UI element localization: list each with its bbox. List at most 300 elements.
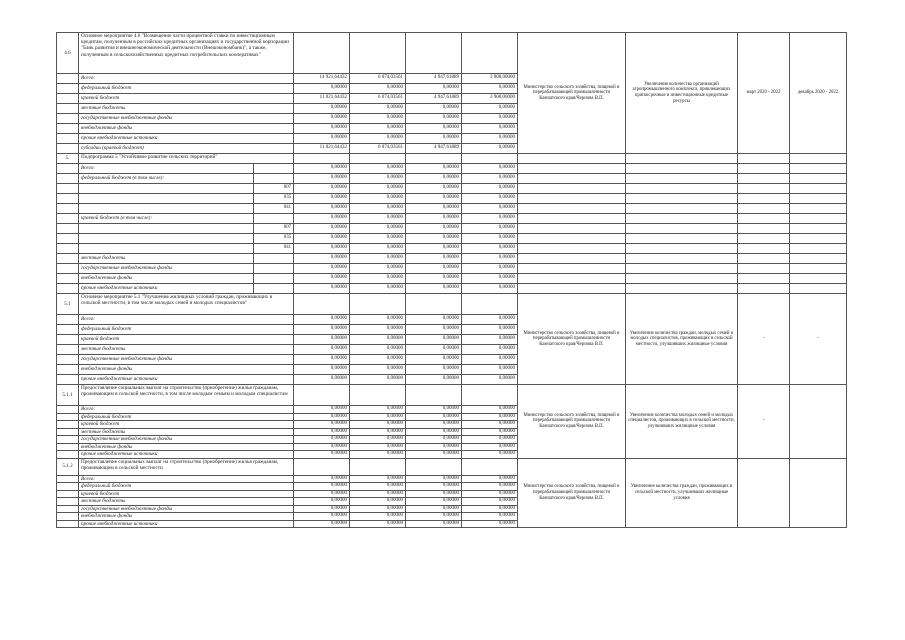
row-number-cell [57, 335, 79, 345]
source-label: внебюджетные фонды [79, 274, 254, 284]
amount-cell: 0,00000 [462, 274, 518, 284]
amount-cell: 0,00000 [462, 284, 518, 294]
empty-cell [626, 154, 738, 164]
empty-cell [738, 284, 790, 294]
amount-cell: 0,00000 [294, 104, 350, 114]
source-label: внебюджетные фонды [79, 124, 294, 134]
amount-cell: 6 074,03561 [350, 144, 406, 154]
section-header-row [57, 154, 847, 164]
responsible-executor: Министерство сельского хозяйства, пищевой и перерабатывающей промышленности Камчатского края/Чернова В.П. [518, 385, 626, 459]
amount-cell: 0,00000 [462, 345, 518, 355]
amount-cell: 0,00000 [406, 214, 462, 224]
end-date [790, 458, 847, 528]
empty-cell [626, 264, 738, 274]
amount-cell: 0,00000 [462, 421, 518, 429]
amount-cell: 0,00000 [406, 443, 462, 451]
section-title: Основное мероприятие 5.1 "Улучшение жилищных условий граждан, проживающих в сельской местности, в том числе молодых семей и молодых специалистов" [79, 294, 294, 315]
amount-cell: 0,00000 [294, 490, 350, 498]
empty-cell [790, 204, 847, 214]
empty-cell [406, 294, 462, 315]
empty-cell [294, 385, 350, 406]
row-number-cell [57, 315, 79, 325]
empty-cell [738, 204, 790, 214]
amount-cell: 0,00000 [350, 124, 406, 134]
source-label: краевой бюджет [79, 335, 294, 345]
amount-cell: 4 947,61889 [406, 94, 462, 104]
plan-table [56, 32, 847, 528]
amount-cell: 0,00000 [294, 84, 350, 94]
row-number-cell [57, 124, 79, 134]
budget-code [254, 174, 294, 184]
amount-cell: 0,00000 [350, 375, 406, 385]
amount-cell: 0,00000 [294, 365, 350, 375]
amount-cell: 0,00000 [294, 174, 350, 184]
section-title: Предоставление социальных выплат на строительство (приобретение) жилья гражданам, проживающим в сельской местности, в том числе молодым семьям и молодым специалистам [79, 385, 294, 406]
section-number: 5. [57, 154, 79, 164]
empty-cell [350, 33, 406, 74]
end-date [790, 385, 847, 459]
empty-cell [790, 184, 847, 194]
amount-cell: 0,00000 [462, 144, 518, 154]
empty-cell [518, 234, 626, 244]
empty-cell [790, 264, 847, 274]
empty-cell [626, 174, 738, 184]
amount-cell: 0,00000 [350, 421, 406, 429]
amount-cell: 4 947,61889 [406, 144, 462, 154]
expected-result: Увеличение количества граждан, молодых семей и молодых специалистов, проживающих в сельской местности, улучшивших жилищные условия [626, 294, 738, 385]
empty-cell [518, 204, 626, 214]
source-label: прочие внебюджетные источники [79, 284, 254, 294]
amount-cell: 0,00000 [350, 325, 406, 335]
section-header-row [57, 294, 847, 315]
empty-cell [518, 164, 626, 174]
row-number-cell [57, 406, 79, 414]
finance-row [57, 204, 847, 214]
row-number-cell [57, 413, 79, 421]
amount-cell: 0,00000 [350, 134, 406, 144]
amount-cell: 11 021,64432 [294, 94, 350, 104]
budget-code [254, 164, 294, 174]
amount-cell: 0,00000 [406, 436, 462, 444]
amount-cell: 0,00000 [294, 335, 350, 345]
row-number-cell [57, 184, 79, 194]
source-label [79, 224, 254, 234]
section-number: 4.6 [57, 33, 79, 74]
empty-cell [626, 284, 738, 294]
amount-cell: 0,00000 [462, 244, 518, 254]
budget-code [254, 284, 294, 294]
row-number-cell [57, 204, 79, 214]
empty-cell [350, 385, 406, 406]
source-label: федеральный бюджет [79, 483, 294, 491]
empty-cell [790, 194, 847, 204]
amount-cell: 0,00000 [294, 254, 350, 264]
source-label: государственные внебюджетные фонды [79, 505, 294, 513]
empty-cell [790, 174, 847, 184]
source-label: краевой бюджет [79, 421, 294, 429]
amount-cell: 0,00000 [350, 194, 406, 204]
empty-cell [294, 154, 350, 164]
row-number-cell [57, 194, 79, 204]
amount-cell: 0,00000 [294, 483, 350, 491]
amount-cell: 0,00000 [350, 164, 406, 174]
empty-cell [350, 294, 406, 315]
source-label: субсидии (краевой бюджет) [79, 144, 294, 154]
source-label [79, 244, 254, 254]
amount-cell: 0,00000 [350, 345, 406, 355]
empty-cell [626, 214, 738, 224]
row-number-cell [57, 134, 79, 144]
source-label: прочие внебюджетные источники [79, 375, 294, 385]
amount-cell: 0,00000 [294, 244, 350, 254]
source-label [79, 194, 254, 204]
row-number-cell [57, 443, 79, 451]
budget-code: 835 [254, 194, 294, 204]
source-label: местные бюджеты [79, 104, 294, 114]
row-number-cell [57, 375, 79, 385]
budget-code: 841 [254, 204, 294, 214]
row-number-cell [57, 505, 79, 513]
amount-cell: 0,00000 [406, 375, 462, 385]
empty-cell [790, 154, 847, 164]
amount-cell: 0,00000 [350, 234, 406, 244]
empty-cell [738, 164, 790, 174]
amount-cell: 0,00000 [406, 345, 462, 355]
row-number-cell [57, 254, 79, 264]
empty-cell [626, 224, 738, 234]
source-label [79, 204, 254, 214]
row-number-cell [57, 436, 79, 444]
amount-cell: 0,00000 [350, 274, 406, 284]
amount-cell: 0,00000 [406, 244, 462, 254]
amount-cell: 0,00000 [462, 214, 518, 224]
empty-cell [626, 204, 738, 214]
empty-cell [462, 385, 518, 406]
empty-cell [790, 254, 847, 264]
row-number-cell [57, 498, 79, 506]
amount-cell: 0,00000 [294, 114, 350, 124]
amount-cell: 0,00000 [294, 505, 350, 513]
source-label: прочие внебюджетные источники [79, 451, 294, 459]
amount-cell: 0,00000 [406, 134, 462, 144]
amount-cell: 0,00000 [462, 114, 518, 124]
budget-code [254, 264, 294, 274]
amount-cell: 0,00000 [406, 204, 462, 214]
empty-cell [626, 234, 738, 244]
empty-cell [462, 154, 518, 164]
amount-cell: 3 900,00000 [462, 74, 518, 84]
amount-cell: 0,00000 [406, 355, 462, 365]
amount-cell: 0,00000 [350, 284, 406, 294]
source-label: Всего: [79, 475, 294, 483]
amount-cell: 0,00000 [406, 164, 462, 174]
empty-cell [518, 224, 626, 234]
amount-cell: 0,00000 [462, 520, 518, 528]
amount-cell: 0,00000 [462, 224, 518, 234]
amount-cell: 0,00000 [294, 134, 350, 144]
start-date: - [738, 385, 790, 459]
amount-cell: 0,00000 [406, 114, 462, 124]
amount-cell: 4 947,61889 [406, 74, 462, 84]
row-number-cell [57, 264, 79, 274]
amount-cell: 0,00000 [462, 84, 518, 94]
source-label: внебюджетные фонды [79, 443, 294, 451]
amount-cell: 0,00000 [350, 84, 406, 94]
empty-cell [462, 33, 518, 74]
amount-cell: 0,00000 [406, 274, 462, 284]
row-number-cell [57, 84, 79, 94]
amount-cell: 0,00000 [294, 451, 350, 459]
empty-cell [518, 184, 626, 194]
source-label: государственные внебюджетные фонды [79, 264, 254, 274]
amount-cell: 0,00000 [294, 406, 350, 414]
row-number-cell [57, 94, 79, 104]
empty-cell [462, 458, 518, 475]
budget-code: 807 [254, 184, 294, 194]
source-label: краевой бюджет [79, 490, 294, 498]
amount-cell: 0,00000 [294, 443, 350, 451]
amount-cell: 0,00000 [462, 124, 518, 134]
row-number-cell [57, 513, 79, 521]
expected-result: Увеличение количества молодых семей и молодых специалистов, проживающих в сельской местности, улучшивших жилищные условия [626, 385, 738, 459]
amount-cell: 0,00000 [462, 194, 518, 204]
source-label: местные бюджеты [79, 254, 254, 264]
row-number-cell [57, 520, 79, 528]
empty-cell [738, 224, 790, 234]
amount-cell: 0,00000 [462, 505, 518, 513]
amount-cell: 0,00000 [462, 335, 518, 345]
amount-cell: 6 074,03561 [350, 94, 406, 104]
source-label: федеральный бюджет [79, 84, 294, 94]
amount-cell: 0,00000 [462, 234, 518, 244]
amount-cell: 0,00000 [462, 315, 518, 325]
amount-cell: 0,00000 [406, 451, 462, 459]
source-label: прочие внебюджетные источники [79, 520, 294, 528]
empty-cell [738, 274, 790, 284]
amount-cell: 0,00000 [406, 413, 462, 421]
amount-cell: 0,00000 [462, 428, 518, 436]
amount-cell: 0,00000 [406, 84, 462, 94]
row-number-cell [57, 325, 79, 335]
empty-cell [738, 214, 790, 224]
amount-cell: 0,00000 [406, 520, 462, 528]
amount-cell: 0,00000 [350, 204, 406, 214]
amount-cell: 0,00000 [294, 264, 350, 274]
empty-cell [518, 274, 626, 284]
empty-cell [790, 244, 847, 254]
empty-cell [790, 214, 847, 224]
empty-cell [294, 294, 350, 315]
amount-cell: 0,00000 [406, 513, 462, 521]
amount-cell: 0,00000 [350, 513, 406, 521]
budget-code: 807 [254, 224, 294, 234]
amount-cell: 0,00000 [294, 204, 350, 214]
finance-row [57, 284, 847, 294]
amount-cell: 0,00000 [294, 428, 350, 436]
finance-row [57, 224, 847, 234]
amount-cell: 0,00000 [462, 413, 518, 421]
amount-cell: 0,00000 [462, 264, 518, 274]
empty-cell [626, 274, 738, 284]
empty-cell [626, 244, 738, 254]
empty-cell [738, 264, 790, 274]
amount-cell: 0,00000 [406, 325, 462, 335]
row-number-cell [57, 345, 79, 355]
amount-cell: 0,00000 [350, 406, 406, 414]
expected-result: Увеличение количества организаций агропромышленного комплекса, привлекающих краткосрочные и инвестиционные кредитные ресурсы [626, 33, 738, 154]
amount-cell: 0,00000 [406, 315, 462, 325]
amount-cell: 0,00000 [350, 413, 406, 421]
amount-cell: 0,00000 [294, 355, 350, 365]
amount-cell: 0,00000 [294, 375, 350, 385]
start-date: - [738, 294, 790, 385]
source-label: краевой бюджет [79, 94, 294, 104]
empty-cell [294, 33, 350, 74]
amount-cell: 0,00000 [406, 498, 462, 506]
empty-cell [518, 244, 626, 254]
amount-cell: 0,00000 [462, 254, 518, 264]
empty-cell [406, 458, 462, 475]
finance-row [57, 234, 847, 244]
amount-cell: 0,00000 [406, 184, 462, 194]
empty-cell [738, 244, 790, 254]
source-label: федеральный бюджет [79, 413, 294, 421]
budget-code [254, 214, 294, 224]
amount-cell: 0,00000 [406, 194, 462, 204]
amount-cell: 0,00000 [462, 483, 518, 491]
amount-cell: 0,00000 [294, 184, 350, 194]
row-number-cell [57, 164, 79, 174]
section-title: Предоставление социальных выплат на строительство (приобретение) жилья гражданам, проживающим в сельской местности [79, 458, 294, 475]
amount-cell: 0,00000 [294, 224, 350, 234]
row-number-cell [57, 214, 79, 224]
amount-cell: 0,00000 [350, 451, 406, 459]
empty-cell [518, 284, 626, 294]
section-title: Основное мероприятие 4.6 "Возмещение части процентной ставки по инвестиционным кредитам, полученным в российских кредитных организациях и государственной корпорации "Банк развития и внешнеэкономической деятельности (Внешэкономбанк)", а также, полученным в сельскохозяйственных кредитных потребительских кооперативах" [79, 33, 294, 74]
row-number-cell [57, 490, 79, 498]
amount-cell: 0,00000 [294, 164, 350, 174]
budget-code: 835 [254, 234, 294, 244]
amount-cell: 0,00000 [462, 513, 518, 521]
amount-cell: 0,00000 [294, 513, 350, 521]
end-date: - [790, 294, 847, 385]
amount-cell: 0,00000 [406, 490, 462, 498]
finance-row [57, 254, 847, 264]
amount-cell: 0,00000 [406, 254, 462, 264]
amount-cell: 0,00000 [350, 505, 406, 513]
amount-cell: 0,00000 [350, 184, 406, 194]
amount-cell: 0,00000 [406, 124, 462, 134]
finance-row [57, 264, 847, 274]
row-number-cell [57, 274, 79, 284]
amount-cell: 0,00000 [350, 335, 406, 345]
empty-cell [406, 385, 462, 406]
amount-cell: 0,00000 [462, 406, 518, 414]
row-number-cell [57, 234, 79, 244]
amount-cell: 0,00000 [462, 184, 518, 194]
source-label: Всего: [79, 406, 294, 414]
plan-table-sheet [56, 32, 846, 600]
amount-cell: 0,00000 [350, 475, 406, 483]
responsible-executor: Министерство сельского хозяйства, пищевой и перерабатывающей промышленности Камчатского края/Чернова В.П. [518, 33, 626, 154]
empty-cell [738, 174, 790, 184]
amount-cell: 0,00000 [462, 365, 518, 375]
empty-cell [406, 33, 462, 74]
source-label: государственные внебюджетные фонды [79, 355, 294, 365]
empty-cell [738, 154, 790, 164]
amount-cell: 0,00000 [294, 436, 350, 444]
empty-cell [350, 458, 406, 475]
amount-cell: 0,00000 [350, 254, 406, 264]
amount-cell: 0,00000 [350, 498, 406, 506]
amount-cell: 0,00000 [462, 375, 518, 385]
finance-row [57, 214, 847, 224]
amount-cell: 0,00000 [406, 284, 462, 294]
source-label: внебюджетные фонды [79, 513, 294, 521]
row-number-cell [57, 244, 79, 254]
amount-cell: 0,00000 [406, 475, 462, 483]
empty-cell [294, 458, 350, 475]
source-label: местные бюджеты [79, 345, 294, 355]
start-date [738, 458, 790, 528]
finance-row [57, 174, 847, 184]
section-number: 5.1 [57, 294, 79, 315]
empty-cell [406, 154, 462, 164]
amount-cell: 14 921,64432 [294, 74, 350, 84]
amount-cell: 0,00000 [294, 421, 350, 429]
amount-cell: 0,00000 [350, 264, 406, 274]
source-label: государственные внебюджетные фонды [79, 114, 294, 124]
amount-cell: 0,00000 [350, 436, 406, 444]
amount-cell: 0,00000 [462, 164, 518, 174]
amount-cell: 0,00000 [294, 124, 350, 134]
amount-cell: 0,00000 [406, 174, 462, 184]
empty-cell [738, 184, 790, 194]
amount-cell: 0,00000 [350, 520, 406, 528]
amount-cell: 0,00000 [350, 114, 406, 124]
empty-cell [518, 154, 626, 164]
amount-cell: 0,00000 [350, 244, 406, 254]
amount-cell: 0,00000 [406, 264, 462, 274]
amount-cell: 0,00000 [462, 436, 518, 444]
empty-cell [626, 184, 738, 194]
amount-cell: 0,00000 [294, 475, 350, 483]
empty-cell [790, 234, 847, 244]
empty-cell [626, 194, 738, 204]
amount-cell: 0,00000 [294, 325, 350, 335]
amount-cell: 0,00000 [406, 224, 462, 234]
amount-cell: 6 074,03561 [350, 74, 406, 84]
amount-cell: 0,00000 [294, 315, 350, 325]
empty-cell [738, 254, 790, 264]
row-number-cell [57, 428, 79, 436]
source-label: федеральный бюджет (в том числе): [79, 174, 254, 184]
amount-cell: 0,00000 [350, 224, 406, 234]
amount-cell: 0,00000 [462, 490, 518, 498]
amount-cell: 0,00000 [462, 134, 518, 144]
amount-cell: 0,00000 [462, 325, 518, 335]
row-number-cell [57, 421, 79, 429]
amount-cell: 0,00000 [350, 355, 406, 365]
amount-cell: 0,00000 [406, 365, 462, 375]
row-number-cell [57, 355, 79, 365]
amount-cell: 0,00000 [462, 451, 518, 459]
amount-cell: 0,00000 [294, 274, 350, 284]
amount-cell: 0,00000 [350, 490, 406, 498]
budget-code [254, 274, 294, 284]
amount-cell: 0,00000 [350, 104, 406, 114]
amount-cell: 0,00000 [294, 234, 350, 244]
